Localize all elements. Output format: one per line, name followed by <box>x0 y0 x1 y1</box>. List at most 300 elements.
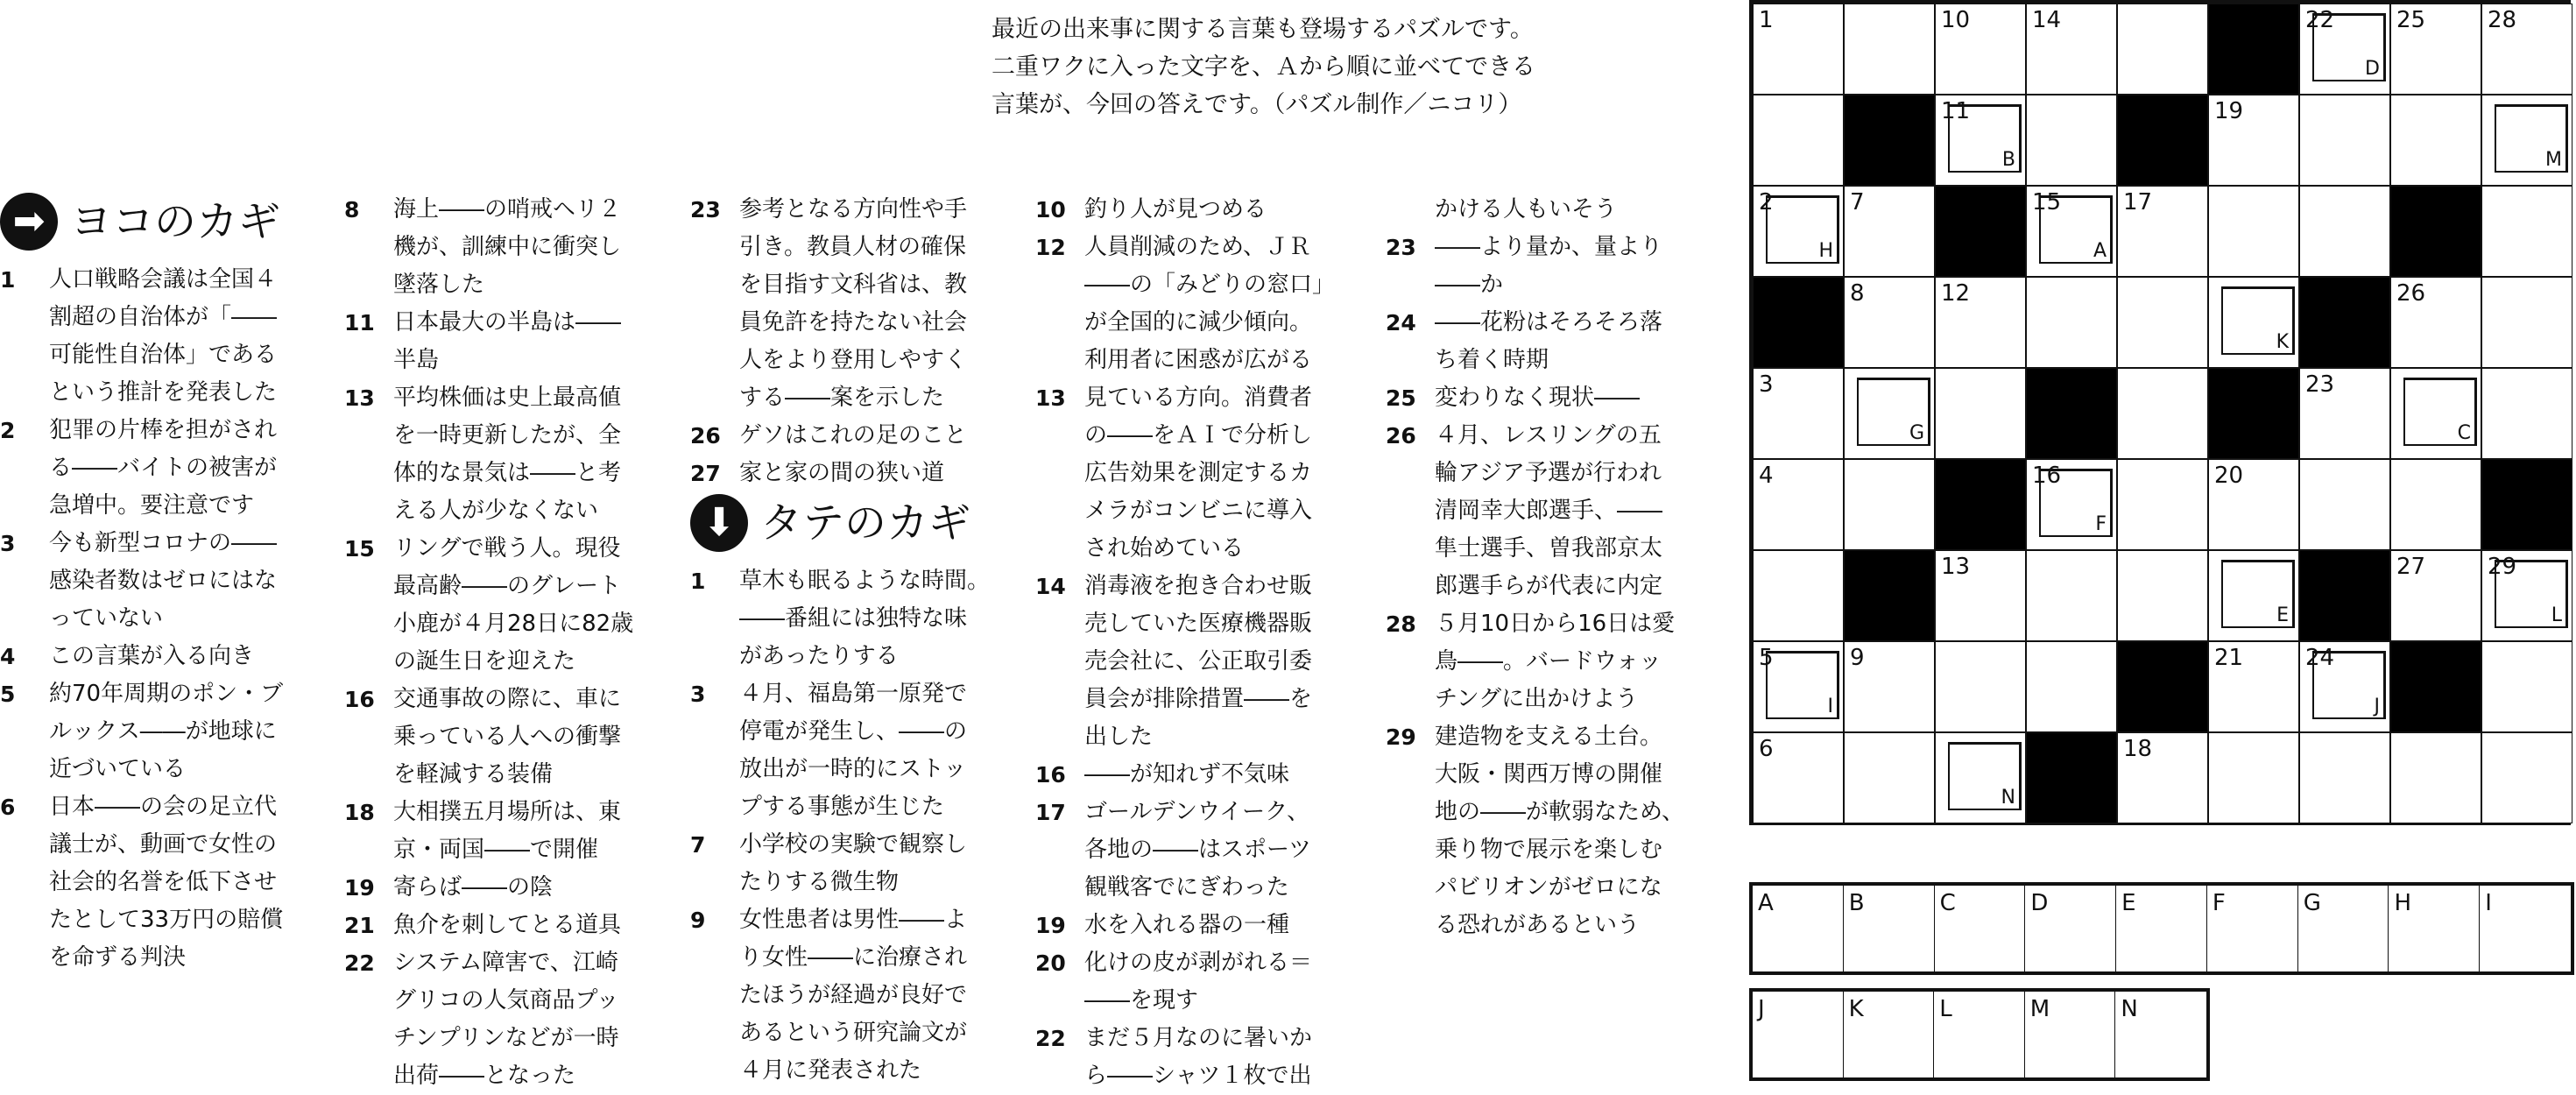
clue-number: 8 <box>344 197 360 223</box>
answer-letter: G <box>2303 890 2321 916</box>
grid-cell[interactable] <box>2299 732 2390 823</box>
answer-box[interactable] <box>1844 992 1935 1077</box>
grid-cell[interactable] <box>2390 459 2481 550</box>
answer-letter: C <box>1939 890 1956 916</box>
clue-item <box>0 675 315 788</box>
clue-text <box>739 562 1006 675</box>
black-cell <box>2208 4 2299 95</box>
clue-line: ４月、福島第一原発で <box>739 681 968 707</box>
black-cell <box>1935 186 2026 277</box>
grid-cell[interactable] <box>2117 550 2208 641</box>
grid-cell[interactable] <box>2117 277 2208 368</box>
answer-box[interactable] <box>1753 992 1844 1077</box>
frame-letter: N <box>2001 787 2015 809</box>
grid-cell[interactable] <box>1935 732 2026 823</box>
grid-cell[interactable] <box>1753 550 1844 641</box>
clue-item <box>1035 229 1351 379</box>
clue-text <box>1435 379 1701 417</box>
clue-item <box>690 191 1006 417</box>
clue-item <box>0 525 315 638</box>
frame-letter: B <box>2001 149 2015 171</box>
clue-item <box>690 901 1006 1090</box>
clue-text <box>1084 1020 1351 1095</box>
clue-text <box>393 907 660 944</box>
clue-text <box>393 794 660 869</box>
clue-line: 京・両国――で開催 <box>393 837 599 863</box>
clue-line: かける人もいそう <box>1435 196 1618 223</box>
clue-item <box>0 788 315 977</box>
clue-line: る恐れがあるという <box>1435 912 1641 938</box>
grid-cell[interactable] <box>2026 459 2117 550</box>
frame-letter: D <box>2365 58 2380 80</box>
clue-line: チンプリンなどが一時 <box>393 1025 619 1051</box>
clue-line: 利用者に困惑が広がる <box>1084 347 1313 373</box>
cell-number: 19 <box>2214 98 2244 124</box>
clue-text <box>1084 756 1351 794</box>
clue-line: グリコの人気商品プッ <box>393 987 619 1014</box>
clue-column <box>344 191 660 1095</box>
clue-line: ゲソはこれの足のこと <box>739 422 967 449</box>
arrow-right-icon: ➡ <box>0 193 58 251</box>
answer-box[interactable] <box>1934 992 2025 1077</box>
clue-line: 感染者数はゼロにはな <box>49 568 278 594</box>
cell-number: 21 <box>2214 645 2244 671</box>
clue-line: 売していた医療機器販 <box>1084 611 1313 637</box>
clue-text <box>1084 907 1351 944</box>
clue-line: る――バイトの被害が <box>49 455 278 481</box>
black-cell <box>1844 550 1935 641</box>
clue-line: 広告効果を測定するカ <box>1084 460 1313 486</box>
clue-number: 10 <box>1035 197 1066 223</box>
clue-line: 鳥――。バードウォッ <box>1435 648 1662 675</box>
grid-cell[interactable] <box>2390 550 2481 641</box>
grid-cell[interactable] <box>2481 550 2572 641</box>
answer-box[interactable] <box>2298 886 2389 971</box>
clue-line: 参考となる方向性や手 <box>739 196 968 223</box>
answer-box[interactable] <box>2480 886 2571 971</box>
grid-cell[interactable] <box>2117 459 2208 550</box>
clue-number: 6 <box>0 795 16 820</box>
black-cell <box>1935 459 2026 550</box>
clue-line: 観戦客でにぎわった <box>1084 874 1289 901</box>
crossword-grid <box>1749 0 2571 825</box>
grid-cell[interactable] <box>2026 641 2117 732</box>
answer-letter: A <box>1758 890 1774 916</box>
cell-number: 24 <box>2305 645 2335 671</box>
answer-box[interactable] <box>2025 992 2116 1077</box>
clue-number: 29 <box>1386 724 1416 750</box>
grid-cell[interactable] <box>1844 4 1935 95</box>
clue-line: 半島 <box>393 347 440 373</box>
clue-line: 海上――の哨戒ヘリ２ <box>393 196 622 223</box>
clue-number: 23 <box>1386 235 1416 260</box>
grid-cell[interactable] <box>2390 277 2481 368</box>
cell-number: 1 <box>1759 7 1774 33</box>
clue-line: ――花粉はそろそろ落 <box>1435 309 1663 336</box>
clue-item <box>1035 794 1351 907</box>
clue-text <box>49 675 315 788</box>
clue-text <box>1084 568 1351 756</box>
clue-column <box>1386 191 1701 944</box>
clue-line: ５月10日から16日は愛 <box>1435 611 1676 637</box>
answer-box[interactable] <box>2025 886 2116 971</box>
clue-text <box>393 530 660 681</box>
clue-item <box>344 681 660 794</box>
grid-cell[interactable] <box>2026 550 2117 641</box>
cell-number: 27 <box>2396 554 2426 580</box>
clue-line: 員免許を持たない社会 <box>739 309 968 336</box>
cell-number: 18 <box>2123 736 2153 762</box>
grid-cell[interactable] <box>2208 95 2299 186</box>
grid-cell[interactable] <box>2481 4 2572 95</box>
grid-cell[interactable] <box>2299 459 2390 550</box>
grid-cell[interactable] <box>2390 4 2481 95</box>
cell-number: 20 <box>2214 463 2244 489</box>
cell-number: 22 <box>2305 7 2335 33</box>
grid-cell[interactable] <box>2208 459 2299 550</box>
grid-cell[interactable] <box>1935 368 2026 459</box>
clue-line: り女性――に治療され <box>739 944 968 971</box>
frame-letter: L <box>2551 604 2562 626</box>
clue-line: 最高齢――のグレート <box>393 573 622 599</box>
answer-box[interactable] <box>2116 886 2207 971</box>
double-frame <box>1948 742 2022 810</box>
clue-line: の誕生日を迎えた <box>393 648 576 675</box>
grid-cell[interactable] <box>1753 368 1844 459</box>
clue-item <box>1035 191 1351 229</box>
clue-line: 輪アジア予選が行われ <box>1435 460 1662 486</box>
answer-box[interactable] <box>1753 886 1844 971</box>
clue-number: 23 <box>690 197 721 223</box>
grid-cell[interactable] <box>2026 186 2117 277</box>
grid-cell[interactable] <box>1935 550 2026 641</box>
intro-text <box>992 11 1535 124</box>
clue-line: を命ずる判決 <box>49 944 187 971</box>
grid-cell[interactable] <box>1935 95 2026 186</box>
clue-number: 5 <box>0 682 16 707</box>
double-frame <box>2495 104 2568 173</box>
clue-line: 清岡幸大郎選手、―― <box>1435 498 1663 524</box>
double-frame <box>1948 104 2022 173</box>
cell-number: 9 <box>1850 645 1865 671</box>
intro-line: 最近の出来事に関する言葉も登場するパズルです。 <box>992 16 1534 43</box>
clue-text <box>1435 605 1701 718</box>
answer-box[interactable] <box>2389 886 2480 971</box>
grid-cell[interactable] <box>1753 732 1844 823</box>
clue-text <box>1084 379 1351 568</box>
black-cell <box>2299 277 2390 368</box>
clue-item <box>344 869 660 907</box>
answer-row-2 <box>1749 988 2210 1081</box>
clue-line: 見ている方向。消費者 <box>1084 385 1313 411</box>
clue-number: 22 <box>344 950 375 976</box>
clue-line: 地の――が軟弱なため、 <box>1435 799 1684 825</box>
clue-line: 魚介を刺してとる道具 <box>393 912 622 938</box>
clue-line: ――が知れず不気味 <box>1084 761 1290 788</box>
clue-item <box>690 417 1006 455</box>
answer-box[interactable] <box>2115 992 2206 1077</box>
clue-item <box>0 412 315 525</box>
grid-cell[interactable] <box>2208 732 2299 823</box>
clue-item <box>1386 191 1701 229</box>
clue-line: 員会が排除措置――を <box>1084 686 1313 712</box>
clue-line: たほうが経過が良好で <box>739 982 968 1008</box>
clue-line: 出荷――となった <box>393 1063 576 1089</box>
grid-cell[interactable] <box>2208 277 2299 368</box>
clue-line: 急増中。要注意です <box>49 492 255 519</box>
clue-line: 引き。教員人材の確保 <box>739 234 966 260</box>
answer-box[interactable] <box>1844 886 1935 971</box>
clue-line: 水を入れる器の一種 <box>1084 912 1290 938</box>
double-frame <box>2403 378 2477 446</box>
answer-letter: D <box>2030 890 2049 916</box>
clue-line: 家と家の間の狭い道 <box>739 460 945 486</box>
clue-number: 19 <box>344 875 375 901</box>
clue-number: 11 <box>344 310 375 336</box>
clue-line: 日本――の会の足立代 <box>49 794 278 820</box>
black-cell <box>2026 732 2117 823</box>
grid-cell[interactable] <box>2299 4 2390 95</box>
grid-cell[interactable] <box>2117 732 2208 823</box>
grid-cell[interactable] <box>2299 186 2390 277</box>
clue-line: 近づいている <box>49 756 187 782</box>
intro-line: 二重ワクに入った文字を、Ａから順に並べてできる <box>992 53 1535 81</box>
double-frame <box>1766 651 1839 719</box>
clue-line: 小学校の実験で観察し <box>739 831 968 858</box>
clue-line: 人をより登用しやすく <box>739 347 968 373</box>
clue-text <box>49 788 315 977</box>
clue-line: 変わりなく現状―― <box>1435 385 1641 411</box>
grid-cell[interactable] <box>1844 277 1935 368</box>
grid-cell[interactable] <box>2026 277 2117 368</box>
clue-item <box>1035 1020 1351 1095</box>
black-cell <box>1844 95 1935 186</box>
grid-cell[interactable] <box>1753 4 1844 95</box>
clue-text <box>393 944 660 1095</box>
grid-cell[interactable] <box>2481 732 2572 823</box>
clue-line: 出した <box>1084 724 1154 750</box>
clue-item <box>0 261 315 412</box>
cell-number: 2 <box>1759 189 1774 215</box>
clue-line: 可能性自治体」である <box>49 342 278 368</box>
clue-line: 乗っている人への衝撃 <box>393 724 622 750</box>
clue-line: 停電が発生し、――の <box>739 718 968 745</box>
grid-cell[interactable] <box>2208 186 2299 277</box>
grid-cell[interactable] <box>1844 368 1935 459</box>
clue-item <box>1035 568 1351 756</box>
clue-number: 22 <box>1035 1026 1066 1051</box>
double-frame <box>2221 560 2295 628</box>
clue-line: 体的な景気は――と考 <box>393 460 622 486</box>
cell-number: 15 <box>2032 189 2062 215</box>
cell-number: 4 <box>1759 463 1774 489</box>
clue-line: する――案を示した <box>739 385 945 411</box>
grid-cell[interactable] <box>1753 95 1844 186</box>
cell-number: 23 <box>2305 371 2335 398</box>
clue-item <box>690 675 1006 826</box>
clue-line: ４月に発表された <box>739 1057 922 1084</box>
cell-number: 26 <box>2396 280 2426 307</box>
clue-line: プする事態が生じた <box>739 794 945 820</box>
clue-item <box>1035 379 1351 568</box>
frame-letter: J <box>2374 696 2380 717</box>
cell-number: 29 <box>2488 554 2517 580</box>
clue-number: 26 <box>690 423 721 449</box>
clue-line: 消毒液を抱き合わせ販 <box>1084 573 1313 599</box>
clue-number <box>1386 191 1435 229</box>
grid-cell[interactable] <box>2481 186 2572 277</box>
cell-number: 16 <box>2032 463 2062 489</box>
clue-item <box>690 826 1006 901</box>
cell-number: 17 <box>2123 189 2153 215</box>
grid-cell[interactable] <box>2390 95 2481 186</box>
clue-number: 25 <box>1386 385 1416 411</box>
grid-cell[interactable] <box>2481 641 2572 732</box>
black-cell <box>2481 459 2572 550</box>
clue-line: リングで戦う人。現役 <box>393 535 621 562</box>
yoko-header <box>0 191 315 252</box>
grid-cell[interactable] <box>2117 186 2208 277</box>
clue-column <box>1035 191 1351 1095</box>
clue-line: ――番組には独特な味 <box>739 605 968 632</box>
clue-text <box>739 826 1006 901</box>
grid-cell[interactable] <box>2390 732 2481 823</box>
clue-text <box>1084 229 1351 379</box>
grid-cell[interactable] <box>2481 277 2572 368</box>
answer-box[interactable] <box>2207 886 2298 971</box>
clue-text <box>739 455 1006 492</box>
grid-cell[interactable] <box>1935 277 2026 368</box>
grid-cell[interactable] <box>1844 732 1935 823</box>
grid-cell[interactable] <box>1935 4 2026 95</box>
clue-column <box>0 191 315 977</box>
clue-number: 12 <box>1035 235 1066 260</box>
cell-number: 12 <box>1941 280 1971 307</box>
arrow-down-icon: ⬇ <box>690 494 748 552</box>
clue-text <box>49 525 315 638</box>
grid-cell[interactable] <box>1753 459 1844 550</box>
clue-line: ――を現す <box>1084 987 1199 1014</box>
clue-line: 人員削減のため、ＪＲ <box>1084 234 1311 260</box>
grid-cell[interactable] <box>2117 4 2208 95</box>
answer-letter: M <box>2029 996 2050 1022</box>
clue-item <box>1386 229 1701 304</box>
clue-item <box>344 304 660 379</box>
grid-cell[interactable] <box>2026 95 2117 186</box>
grid-cell[interactable] <box>2299 641 2390 732</box>
grid-cell[interactable] <box>1753 186 1844 277</box>
answer-row-1 <box>1749 882 2574 975</box>
clue-line: 大阪・関西万博の開催 <box>1435 761 1663 788</box>
tate-header <box>690 492 1006 554</box>
clue-line: チングに出かけよう <box>1435 686 1639 712</box>
clue-line: 大相撲五月場所は、東 <box>393 799 622 825</box>
grid-cell[interactable] <box>1844 186 1935 277</box>
clue-item <box>344 191 660 304</box>
clue-line: 釣り人が見つめる <box>1084 196 1267 223</box>
answer-letter: B <box>1848 890 1865 916</box>
clue-number: 3 <box>690 682 706 707</box>
clue-item <box>1035 756 1351 794</box>
cell-number: 5 <box>1759 645 1774 671</box>
grid-cell[interactable] <box>2208 550 2299 641</box>
clue-line: メラがコンビニに導入 <box>1084 498 1313 524</box>
grid-cell[interactable] <box>2481 368 2572 459</box>
clue-number: 15 <box>344 536 375 562</box>
clue-number: 16 <box>344 687 375 712</box>
clue-line: える人が少なくない <box>393 498 599 524</box>
cell-number: 10 <box>1941 7 1971 33</box>
grid-cell[interactable] <box>2117 368 2208 459</box>
clue-line: システム障害で、江崎 <box>393 950 618 976</box>
black-cell <box>2026 368 2117 459</box>
clue-text <box>1435 191 1701 229</box>
clue-line: あるという研究論文が <box>739 1020 968 1046</box>
clue-item <box>690 455 1006 492</box>
frame-letter: E <box>2276 604 2289 626</box>
grid-cell[interactable] <box>2390 368 2481 459</box>
clue-item <box>344 794 660 869</box>
grid-cell[interactable] <box>1753 641 1844 732</box>
clue-item <box>344 379 660 530</box>
grid-cell[interactable] <box>1844 641 1935 732</box>
answer-letter: K <box>1848 996 1864 1022</box>
intro-line: 言葉が、今回の答えです。（パズル制作／ニコリ） <box>992 91 1522 118</box>
grid-cell[interactable] <box>1935 641 2026 732</box>
answer-letter: E <box>2121 890 2136 916</box>
clue-line: ――か <box>1435 272 1504 298</box>
answer-letter: I <box>2485 890 2492 916</box>
answer-letter: L <box>1939 996 1952 1022</box>
double-frame <box>2312 13 2386 81</box>
clue-number: 14 <box>1035 574 1066 599</box>
double-frame <box>2039 469 2113 537</box>
cell-number: 6 <box>1759 736 1774 762</box>
clue-number: 20 <box>1035 950 1066 976</box>
grid-cell[interactable] <box>2299 368 2390 459</box>
clue-line: パビリオンがゼロにな <box>1435 874 1662 901</box>
clue-line: 各地の――はスポーツ <box>1084 837 1311 863</box>
clue-text <box>1084 794 1351 907</box>
clue-line: が全国的に減少傾向。 <box>1084 309 1313 336</box>
clue-line: ルックス――が地球に <box>49 718 277 745</box>
clue-line: があったりする <box>739 643 899 669</box>
grid-cell[interactable] <box>2026 4 2117 95</box>
clue-number: 21 <box>344 913 375 938</box>
clue-number: 24 <box>1386 310 1416 336</box>
answer-box[interactable] <box>1935 886 2026 971</box>
clue-line: 今も新型コロナの―― <box>49 530 278 556</box>
clue-number: 13 <box>1035 385 1066 411</box>
grid-cell[interactable] <box>1844 459 1935 550</box>
black-cell <box>1753 277 1844 368</box>
clue-line: 寄らば――の陰 <box>393 874 554 901</box>
grid-cell[interactable] <box>2299 95 2390 186</box>
clue-number: 26 <box>1386 423 1416 449</box>
clue-text <box>1084 944 1351 1020</box>
frame-letter: H <box>1818 240 1833 262</box>
grid-cell[interactable] <box>2208 641 2299 732</box>
clue-text <box>49 638 315 675</box>
clue-line: 犯罪の片棒を担がされ <box>49 417 278 443</box>
clue-line: 郎選手らが代表に内定 <box>1435 573 1663 599</box>
clue-line: 割超の自治体が「―― <box>49 304 278 330</box>
clue-number: 7 <box>690 832 706 858</box>
clue-item <box>690 562 1006 675</box>
frame-letter: G <box>1909 422 1924 444</box>
grid-cell[interactable] <box>2481 95 2572 186</box>
clue-line: を一時更新したが、全 <box>393 422 622 449</box>
